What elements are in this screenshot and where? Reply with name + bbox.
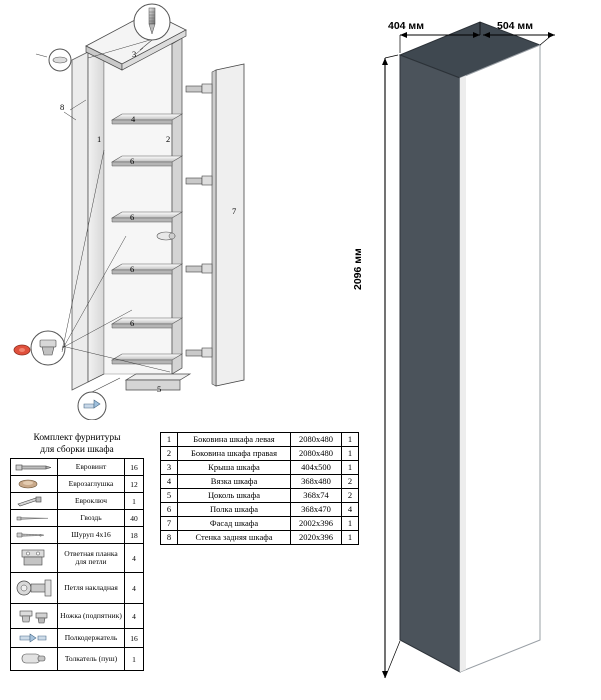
svg-text:7: 7 <box>232 206 237 216</box>
part-dimension: 368x480 <box>291 475 342 489</box>
table-row <box>161 433 359 447</box>
part-dimension: 2080x480 <box>291 433 342 447</box>
part-quantity: 2 <box>342 489 359 503</box>
right-side-panel-part <box>172 38 182 374</box>
list-item <box>11 459 144 476</box>
part-quantity: 1 <box>342 447 359 461</box>
kit-item-label: Гвоздь <box>58 510 125 527</box>
table-row <box>161 461 359 475</box>
kit-item-label <box>58 648 125 671</box>
part-number: 1 <box>161 433 178 447</box>
hinge-plate-icon <box>11 544 58 573</box>
svg-text:6: 6 <box>130 318 135 328</box>
list-item <box>11 573 144 604</box>
kit-item-label-text: Ответная планка для петли <box>64 548 118 566</box>
part-dimension: 368x470 <box>291 503 342 517</box>
cabinet-side-face <box>400 55 460 672</box>
list-item <box>11 493 144 510</box>
parts-table <box>160 432 359 545</box>
list-item <box>11 648 144 671</box>
kit-title-line1: Комплект фурнитуры <box>33 433 121 443</box>
kit-item-label <box>58 544 125 573</box>
part-name: Цоколь шкафа <box>178 489 291 503</box>
part-quantity: 1 <box>342 517 359 531</box>
part-dimension: 2002x396 <box>291 517 342 531</box>
part-quantity: 2 <box>342 475 359 489</box>
kit-item-count: 40 <box>125 510 144 527</box>
part-dimension: 2080x480 <box>291 447 342 461</box>
kit-item-count: 1 <box>125 648 144 671</box>
kit-item-count: 16 <box>125 629 144 648</box>
kit-item-label-text: Толкатель (пуш) <box>64 653 118 663</box>
cabinet-front-edge <box>460 76 466 673</box>
hinges-group <box>186 84 212 357</box>
table-row <box>161 503 359 517</box>
euro-screw-icon <box>11 459 58 476</box>
svg-text:1: 1 <box>97 134 102 144</box>
height-dimension <box>382 55 400 678</box>
part-number: 7 <box>161 517 178 531</box>
euro-wrench-icon <box>11 493 58 510</box>
fittings-kit-title <box>12 432 142 456</box>
fittings-kit-table <box>10 458 144 671</box>
list-item <box>11 629 144 648</box>
list-item <box>11 604 144 629</box>
part-quantity: 4 <box>342 503 359 517</box>
table-row <box>161 489 359 503</box>
part-name: Фасад шкафа <box>178 517 291 531</box>
part-name: Боковина шкафа правая <box>178 447 291 461</box>
kit-item-label: Евроключ <box>58 493 125 510</box>
kit-item-count: 4 <box>125 544 144 573</box>
list-item <box>11 510 144 527</box>
euro-cap-icon <box>11 476 58 493</box>
door-facade-part <box>212 64 244 386</box>
table-row <box>161 447 359 461</box>
part-number: 4 <box>161 475 178 489</box>
kit-item-count: 18 <box>125 527 144 544</box>
part-quantity: 1 <box>342 461 359 475</box>
list-item <box>11 527 144 544</box>
kit-item-count: 16 <box>125 459 144 476</box>
kit-item-label: Еврозаглушка <box>58 476 125 493</box>
kit-item-label: Евровинт <box>58 459 125 476</box>
width-label: 404 мм <box>388 20 424 32</box>
kit-item-label <box>58 604 125 629</box>
svg-text:2: 2 <box>166 134 171 144</box>
part-number: 8 <box>161 531 178 545</box>
part-quantity: 1 <box>342 433 359 447</box>
kit-item-label-text: Ножка (подпятник) <box>60 610 122 620</box>
list-item <box>11 476 144 493</box>
kit-item-count: 1 <box>125 493 144 510</box>
table-row <box>161 531 359 545</box>
exploded-assembly-diagram <box>0 0 340 420</box>
kit-item-label: Шуруп 4х16 <box>58 527 125 544</box>
part-number: 3 <box>161 461 178 475</box>
pusher-part <box>157 232 175 240</box>
back-panel-part <box>72 52 88 390</box>
leg-icon <box>11 604 58 629</box>
part-name: Боковина шкафа левая <box>178 433 291 447</box>
table-row <box>161 475 359 489</box>
detail-bubble-left-cap <box>36 49 71 71</box>
part-name: Вязка шкафа <box>178 475 291 489</box>
svg-text:6: 6 <box>130 264 135 274</box>
parts-table-body <box>161 433 359 545</box>
svg-text:8: 8 <box>60 102 65 112</box>
cabinet-3d-view <box>340 0 601 700</box>
part-name: Крыша шкафа <box>178 461 291 475</box>
part-name: Полка шкафа <box>178 503 291 517</box>
nail-icon <box>11 510 58 527</box>
part-number: 5 <box>161 489 178 503</box>
part-dimension: 368x74 <box>291 489 342 503</box>
detail-bubble-shelf-support <box>78 378 120 420</box>
shelf-support-icon <box>11 629 58 648</box>
screw-4x16-icon <box>11 527 58 544</box>
part-number: 2 <box>161 447 178 461</box>
kit-item-label <box>58 573 125 604</box>
part-name: Стенка задняя шкафа <box>178 531 291 545</box>
kit-item-label: Полкодержатель <box>58 629 125 648</box>
part-number: 6 <box>161 503 178 517</box>
kit-title-line2: для сборки шкафа <box>40 445 114 455</box>
svg-text:5: 5 <box>157 384 162 394</box>
svg-text:4: 4 <box>131 114 136 124</box>
svg-text:6: 6 <box>130 156 135 166</box>
depth-label: 504 мм <box>497 20 533 32</box>
list-item <box>11 544 144 573</box>
svg-text:3: 3 <box>132 49 137 59</box>
table-row <box>161 517 359 531</box>
part-dimension: 404x500 <box>291 461 342 475</box>
part-quantity: 1 <box>342 531 359 545</box>
svg-text:6: 6 <box>130 212 135 222</box>
pusher-icon <box>11 648 58 671</box>
detail-bubble-leg <box>14 331 65 365</box>
kit-item-label-text: Петля накладная <box>64 582 118 592</box>
kit-item-count: 12 <box>125 476 144 493</box>
part-dimension: 2020x396 <box>291 531 342 545</box>
kit-item-count: 4 <box>125 604 144 629</box>
kit-item-count: 4 <box>125 573 144 604</box>
cabinet-front-face <box>460 45 540 672</box>
height-label: 2096 мм <box>352 248 364 290</box>
overlay-hinge-icon <box>11 573 58 604</box>
